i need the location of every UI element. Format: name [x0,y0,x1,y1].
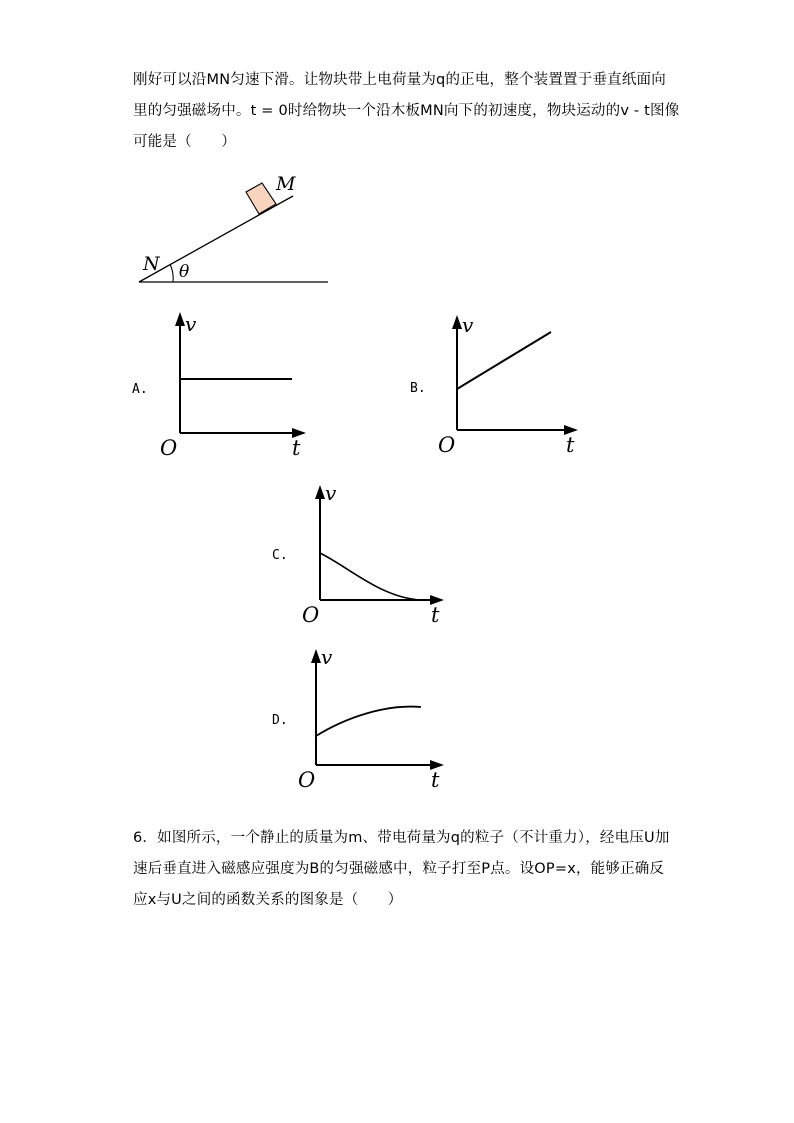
origin-label: O [298,768,316,792]
v-axis-arrow [311,649,321,663]
t-axis-label: t [431,768,440,792]
origin-label: O [302,603,320,627]
v-axis-label: v [325,481,337,505]
option-d-label: D. [272,713,288,728]
velocity-curve [316,707,421,736]
t-axis-label: t [431,603,440,627]
q6-text-line-2: 速后垂直进入磁感应强度为B的匀强磁感中，粒子打至P点。设OP=x，能够正确反 [133,861,665,877]
v-axis-label: v [185,312,197,336]
label-n: N [143,253,160,275]
option-c-label: C. [272,548,288,563]
option-b-label: B. [410,381,426,396]
q6-text-line-1: 6．如图所示，一个静止的质量为m、带电荷量为q的粒子（不计重力），经电压U加 [133,830,670,846]
t-axis-label: t [292,436,301,460]
q6-text-line-3: 应x与U之间的函数关系的图象是（ ） [133,892,403,908]
v-axis-label: v [462,313,474,337]
v-axis-label: v [321,645,333,669]
origin-label: O [438,433,456,457]
option-a-label: A. [132,382,148,397]
q5-text-line-1: 刚好可以沿MN匀速下滑。让物块带上电荷量为q的正电，整个装置置于垂直纸面向 [133,72,666,88]
origin-label: O [160,436,178,460]
label-m: M [276,173,296,195]
q5-text-line-3: 可能是（ ） [133,134,236,150]
q5-text-line-2: 里的匀强磁场中。t = 0时给物块一个沿木板MN向下的初速度，物块运动的v - t图像 [133,103,680,119]
t-axis-label: t [566,433,575,457]
label-theta: θ [179,262,190,282]
